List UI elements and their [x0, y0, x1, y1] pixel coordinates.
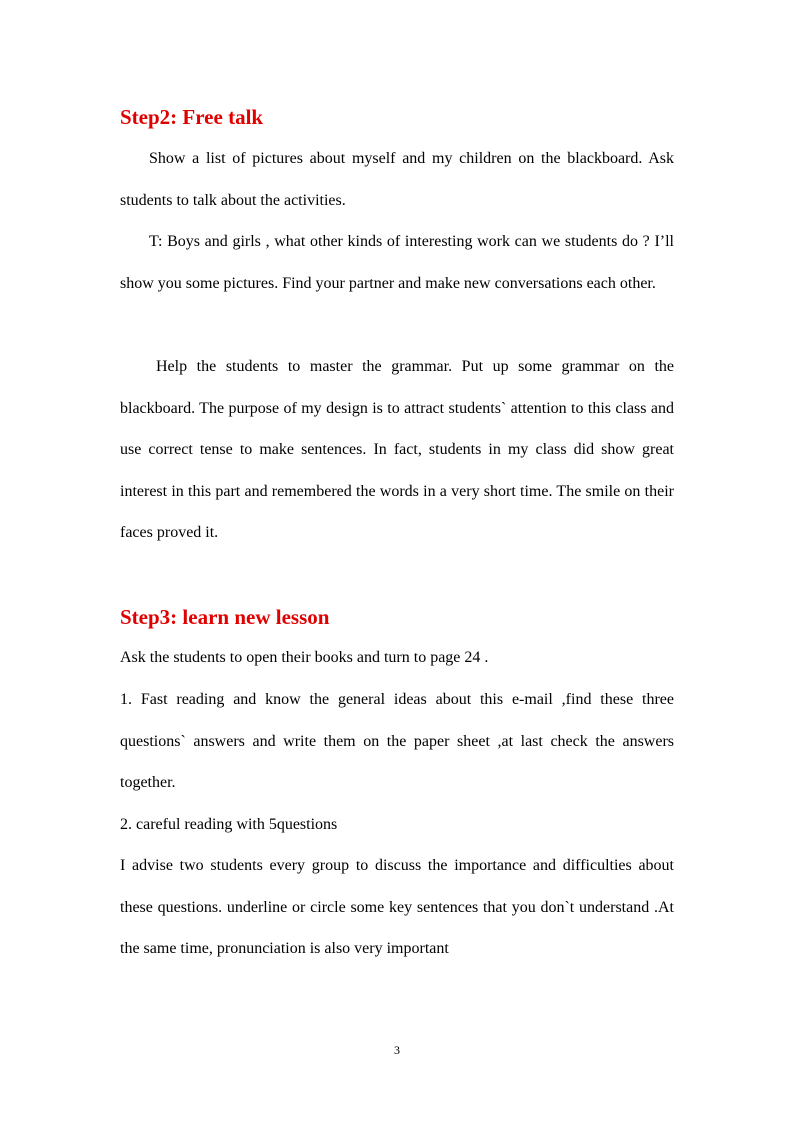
- step2-paragraph-2: T: Boys and girls , what other kinds of interesting work can we students do ? I’ll show you some pictures. Find your partner and make new conversations each other.: [120, 233, 674, 292]
- step3-paragraph: I advise two students every group to discuss the importance and difficulties about these questions. underline or circle some key sentences that you don`t understand .At the same time, pronunciation is also very important: [120, 857, 674, 957]
- step3-item-2: 2. careful reading with 5questions: [120, 816, 338, 833]
- step2-paragraph-3: Help the students to master the grammar. Put up some grammar on the blackboard. The purpose of my design is to attract students` attention to this class and use correct tense to make sentences. In fact, students in my class did show great interest in this part and remembered the words in a very short time. The smile on their faces proved it.: [120, 358, 674, 541]
- step2-paragraph-1: Show a list of pictures about myself and my children on the blackboard. Ask students to talk about the activities.: [120, 150, 674, 209]
- step3-item-1: 1. Fast reading and know the general ideas about this e-mail ,find these three questions` answers and write them on the paper sheet ,at last check the answers together.: [120, 691, 674, 791]
- page-number: 3: [394, 1043, 400, 1057]
- step3-intro: Ask the students to open their books and turn to page 24 .: [120, 649, 489, 666]
- step2-heading: Step2: Free talk: [120, 105, 264, 129]
- step3-heading: Step3: learn new lesson: [120, 605, 330, 629]
